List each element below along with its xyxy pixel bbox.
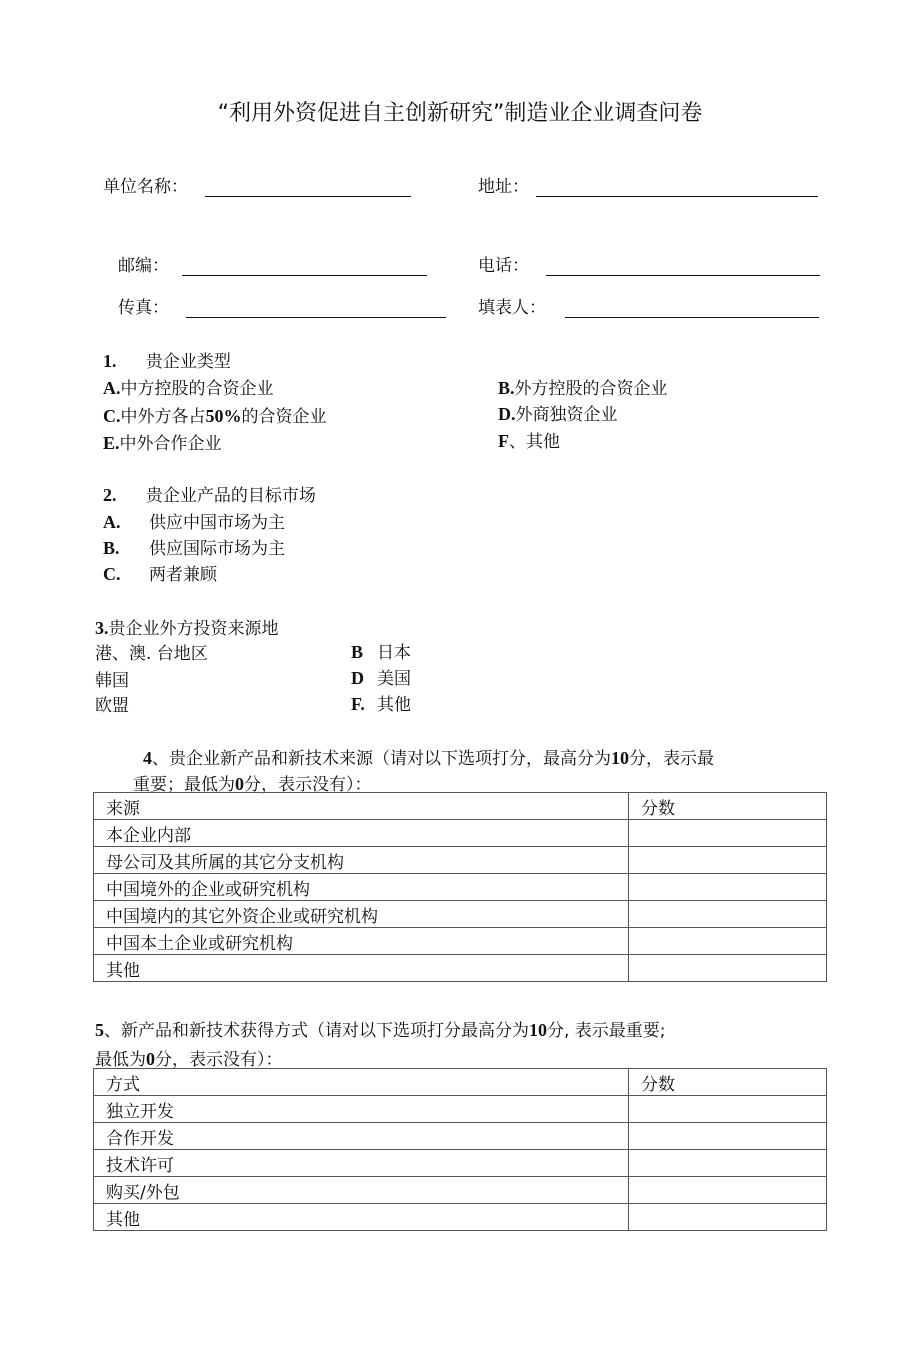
- address-input-line[interactable]: [536, 178, 818, 197]
- q5-text-2: 分, 表示最重要;: [547, 1021, 666, 1041]
- q1-option-a-text: 中方控股的合资企业: [120, 379, 274, 399]
- q4-score-table: [93, 792, 827, 982]
- q5-score-cell[interactable]: [629, 1123, 827, 1150]
- q3-number: 3.: [95, 618, 109, 638]
- q1-option-a-label: A.: [103, 378, 121, 398]
- table-row: [94, 955, 827, 982]
- filler-label: 填表人：: [478, 298, 546, 318]
- q2-option-c[interactable]: [103, 560, 217, 585]
- q1-heading: [103, 347, 231, 372]
- page-title: “利用外资促进自主创新研究”制造业企业调查问卷: [217, 101, 703, 126]
- q5-row-label: 合作开发: [94, 1123, 629, 1150]
- filler-input-line[interactable]: [565, 299, 819, 318]
- q1-option-b-text: 外方控股的合资企业: [514, 379, 668, 399]
- q4-score-cell[interactable]: [629, 820, 827, 847]
- table-row: [94, 928, 827, 955]
- q5-min-score: 0: [146, 1049, 155, 1069]
- q2-option-b-label: B.: [103, 538, 120, 558]
- q2-heading: [103, 481, 316, 506]
- q4-score-cell[interactable]: [629, 928, 827, 955]
- q3-option-f[interactable]: [351, 690, 411, 715]
- q4-text-4: 分，表示没有）：: [244, 775, 372, 795]
- q5-row-label: 购买/外包: [94, 1177, 629, 1204]
- q3-option-b-label: B: [351, 642, 364, 662]
- filler-field: [478, 293, 819, 318]
- q3-option-d-label: D: [351, 668, 364, 688]
- address-field: [478, 172, 818, 197]
- q5-text-4: 分，表示没有）：: [155, 1050, 283, 1070]
- q5-text-1: 、新产品和新技术获得方式（请对以下选项打分最高分为: [104, 1021, 529, 1041]
- q5-heading-line2: [95, 1045, 283, 1070]
- q4-score-cell[interactable]: [629, 955, 827, 982]
- table-header-row: [94, 793, 827, 820]
- q1-option-d-label: D.: [498, 404, 516, 424]
- table-row: [94, 820, 827, 847]
- table-row: [94, 874, 827, 901]
- q4-text-2: 分，表示最: [629, 749, 714, 769]
- q2-number: 2.: [103, 485, 117, 505]
- q4-score-cell[interactable]: [629, 901, 827, 928]
- q5-heading-line1: [95, 1016, 666, 1041]
- table-row: [94, 1123, 827, 1150]
- table-row: [94, 901, 827, 928]
- address-label: 地址：: [478, 177, 529, 197]
- q5-score-table: [93, 1068, 827, 1231]
- postcode-label: 邮编：: [118, 256, 169, 276]
- q1-option-e[interactable]: [103, 429, 222, 454]
- q1-option-e-label: E.: [103, 433, 120, 453]
- unit-name-label: 单位名称：: [103, 177, 188, 197]
- q4-col-score-header: 分数: [629, 793, 827, 820]
- q1-option-f[interactable]: [498, 427, 560, 452]
- q2-option-b-text: 供应国际市场为主: [149, 539, 285, 559]
- fax-input-line[interactable]: [186, 299, 446, 318]
- q5-score-cell[interactable]: [629, 1150, 827, 1177]
- phone-field: [478, 251, 820, 276]
- q1-option-e-text: 中外合作企业: [119, 434, 222, 454]
- q1-option-d[interactable]: [498, 400, 618, 425]
- q4-col-source-header: 来源: [94, 793, 629, 820]
- q4-text-3: 重要；最低为: [133, 775, 235, 795]
- q4-score-cell[interactable]: [629, 874, 827, 901]
- q4-row-label: 中国境内的其它外资企业或研究机构: [94, 901, 629, 928]
- table-row: [94, 1204, 827, 1231]
- fax-field: [118, 293, 446, 318]
- q4-heading-line1: [143, 744, 714, 769]
- q4-max-score: 10: [611, 748, 629, 768]
- q2-option-a-text: 供应中国市场为主: [149, 513, 285, 533]
- q2-option-c-text: 两者兼顾: [149, 565, 217, 585]
- q4-row-label: 母公司及其所属的其它分支机构: [94, 847, 629, 874]
- q5-row-label: 技术许可: [94, 1150, 629, 1177]
- postcode-field: [118, 251, 427, 276]
- q1-option-b[interactable]: [498, 374, 668, 399]
- q1-option-b-label: B.: [498, 378, 515, 398]
- q2-option-a[interactable]: [103, 508, 285, 533]
- q1-option-c-text-1: 中外方各占: [120, 407, 206, 427]
- q1-text: 贵企业类型: [145, 352, 231, 372]
- q1-number: 1.: [103, 351, 117, 371]
- q5-col-score-header: 分数: [629, 1069, 827, 1096]
- q1-option-c-text-2: 的合资企业: [241, 407, 327, 427]
- q1-option-d-text: 外商独资企业: [515, 405, 618, 425]
- q1-option-c-percent: 50%: [205, 406, 242, 426]
- q1-option-c-label: C.: [103, 406, 121, 426]
- table-row: [94, 1096, 827, 1123]
- table-row: [94, 847, 827, 874]
- q3-option-f-label: F.: [351, 694, 365, 714]
- q4-text-1: 、贵企业新产品和新技术来源（请对以下选项打分，最高分为: [152, 749, 611, 769]
- q5-row-label: 独立开发: [94, 1096, 629, 1123]
- table-row: [94, 1150, 827, 1177]
- q2-option-b[interactable]: [103, 534, 285, 559]
- q3-option-3[interactable]: 欧盟: [95, 696, 129, 716]
- q2-option-a-label: A.: [103, 512, 121, 532]
- q5-score-cell[interactable]: [629, 1204, 827, 1231]
- unit-name-field: [103, 172, 411, 197]
- q1-option-c[interactable]: [103, 402, 327, 427]
- q3-option-2[interactable]: 韩国: [95, 671, 129, 691]
- q3-option-f-text: 其他: [377, 695, 411, 715]
- q5-col-method-header: 方式: [94, 1069, 629, 1096]
- q1-option-f-label: F: [498, 431, 509, 451]
- phone-label: 电话：: [478, 256, 529, 276]
- q3-option-d-text: 美国: [377, 669, 411, 689]
- q5-number: 5: [95, 1020, 104, 1040]
- q4-number: 4: [143, 748, 152, 768]
- q4-row-label: 其他: [94, 955, 629, 982]
- q3-heading: [95, 614, 279, 639]
- q3-option-b[interactable]: [351, 638, 411, 663]
- q2-option-c-label: C.: [103, 564, 121, 584]
- q3-option-b-text: 日本: [377, 643, 411, 663]
- fax-label: 传真：: [118, 298, 169, 318]
- q5-score-cell[interactable]: [629, 1096, 827, 1123]
- postcode-input-line[interactable]: [182, 257, 427, 276]
- q4-row-label: 中国境外的企业或研究机构: [94, 874, 629, 901]
- q1-option-f-text: 、其他: [509, 432, 560, 452]
- q5-row-label: 其他: [94, 1204, 629, 1231]
- q5-max-score: 10: [529, 1020, 547, 1040]
- table-row: [94, 1177, 827, 1204]
- q4-row-label: 本企业内部: [94, 820, 629, 847]
- q3-option-1[interactable]: 港、澳. 台地区: [95, 644, 208, 664]
- q4-min-score: 0: [235, 774, 244, 794]
- q4-score-cell[interactable]: [629, 847, 827, 874]
- q4-row-label: 中国本土企业或研究机构: [94, 928, 629, 955]
- q2-text: 贵企业产品的目标市场: [145, 486, 316, 506]
- phone-input-line[interactable]: [546, 257, 820, 276]
- q5-text-3: 最低为: [95, 1050, 146, 1070]
- table-header-row: [94, 1069, 827, 1096]
- unit-name-input-line[interactable]: [205, 178, 411, 197]
- q1-option-a[interactable]: [103, 374, 274, 399]
- q3-option-d[interactable]: [351, 664, 411, 689]
- q5-score-cell[interactable]: [629, 1177, 827, 1204]
- q3-text: 贵企业外方投资来源地: [108, 619, 279, 639]
